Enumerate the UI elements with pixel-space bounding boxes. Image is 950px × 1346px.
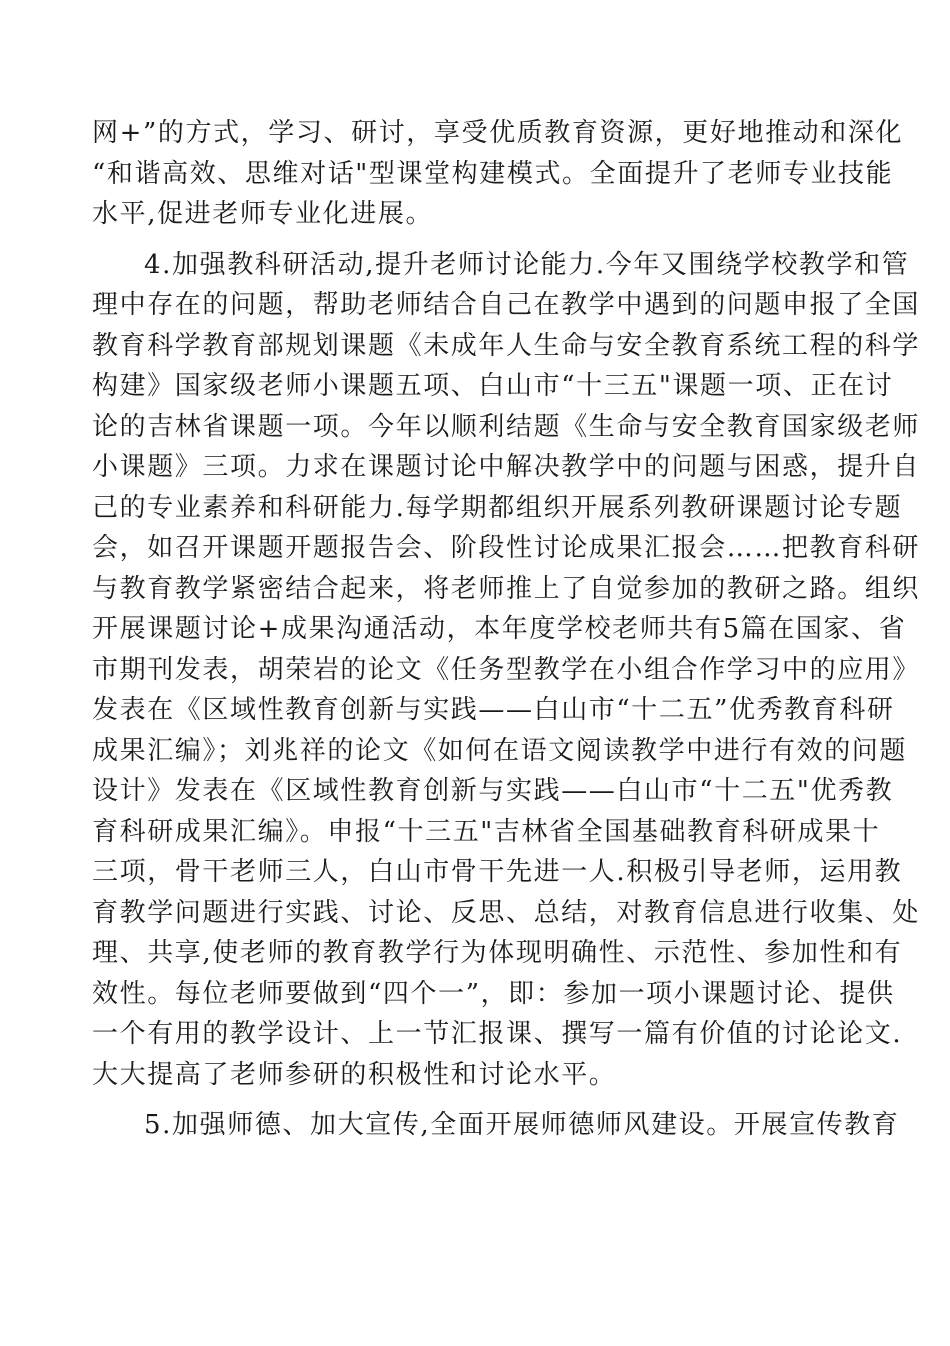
text-line: 教育科学教育部规划课题《未成年人生命与安全教育系统工程的科学 xyxy=(92,330,921,361)
text-line: 三项，骨干老师三人，白山市骨干先进一人.积极引导老师，运用教 xyxy=(92,857,903,887)
text-line: 发表在《区域性教育创新与实践——白山市“十二五”优秀教育科研 xyxy=(92,695,895,725)
text-line: 论的吉林省课题一项。今年以顺利结题《生命与安全教育国家级老师 xyxy=(92,411,921,442)
text-line: 水平,促进老师专业化进展。 xyxy=(92,199,434,229)
paragraph-continuation xyxy=(92,113,904,235)
text-line: 会，如召开课题开题报告会、阶段性讨论成果汇报会……把教育科研 xyxy=(92,533,921,563)
paragraph-item-4 xyxy=(92,245,921,1096)
text-line: 小课题》三项。力求在课题讨论中解决教学中的问题与困惑，提升自 xyxy=(92,452,921,482)
paragraph-item-5 xyxy=(92,1105,900,1146)
text-line: 大大提高了老师参研的积极性和讨论水平。 xyxy=(92,1059,617,1090)
body-text xyxy=(92,113,921,1146)
text-line: 一个有用的教学设计、上一节汇报课、撰写一篇有价值的讨论论文. xyxy=(92,1019,903,1049)
text-line: “和谐高效、思维对话"型课堂构建模式。全面提升了老师专业技能 xyxy=(92,158,894,189)
text-line: 育科研成果汇编》。申报“十三五"吉林省全国基础教育科研成果十 xyxy=(92,816,881,847)
text-line: 己的专业素养和科研能力.每学期都组织开展系列教研课题讨论专题 xyxy=(92,492,903,523)
text-line: 网+”的方式，学习、研讨，享受优质教育资源，更好地推动和深化 xyxy=(92,118,904,148)
text-line: 市期刊发表，胡荣岩的论文《任务型教学在小组合作学习中的应用》 xyxy=(92,654,921,685)
text-line: 5.加强师德、加大宣传,全面开展师德师风建设。开展宣传教育 xyxy=(144,1110,900,1140)
text-line: 开展课题讨论+成果沟通活动，本年度学校老师共有5篇在国家、省 xyxy=(92,614,907,644)
text-line: 与教育教学紧密结合起来，将老师推上了自觉参加的教研之路。组织 xyxy=(92,573,921,604)
text-line: 效性。每位老师要做到“四个一”，即：参加一项小课题讨论、提供 xyxy=(92,978,895,1009)
text-line: 育教学问题进行实践、讨论、反思、总结，对教育信息进行收集、处 xyxy=(92,897,921,928)
text-line: 理、共享,使老师的教育教学行为体现明确性、示范性、参加性和有 xyxy=(92,938,903,968)
text-line: 成果汇编》；刘兆祥的论文《如何在语文阅读教学中进行有效的问题 xyxy=(92,735,908,766)
text-line: 理中存在的问题，帮助老师结合自己在教学中遇到的问题申报了全国 xyxy=(92,290,921,320)
text-line: 4.加强教科研活动,提升老师讨论能力.今年又围绕学校教学和管 xyxy=(144,249,910,280)
text-line: 设计》发表在《区域性教育创新与实践——白山市“十二五"优秀教 xyxy=(92,776,894,806)
text-line: 构建》国家级老师小课题五项、白山市“十三五"课题一项、正在讨 xyxy=(92,371,894,401)
